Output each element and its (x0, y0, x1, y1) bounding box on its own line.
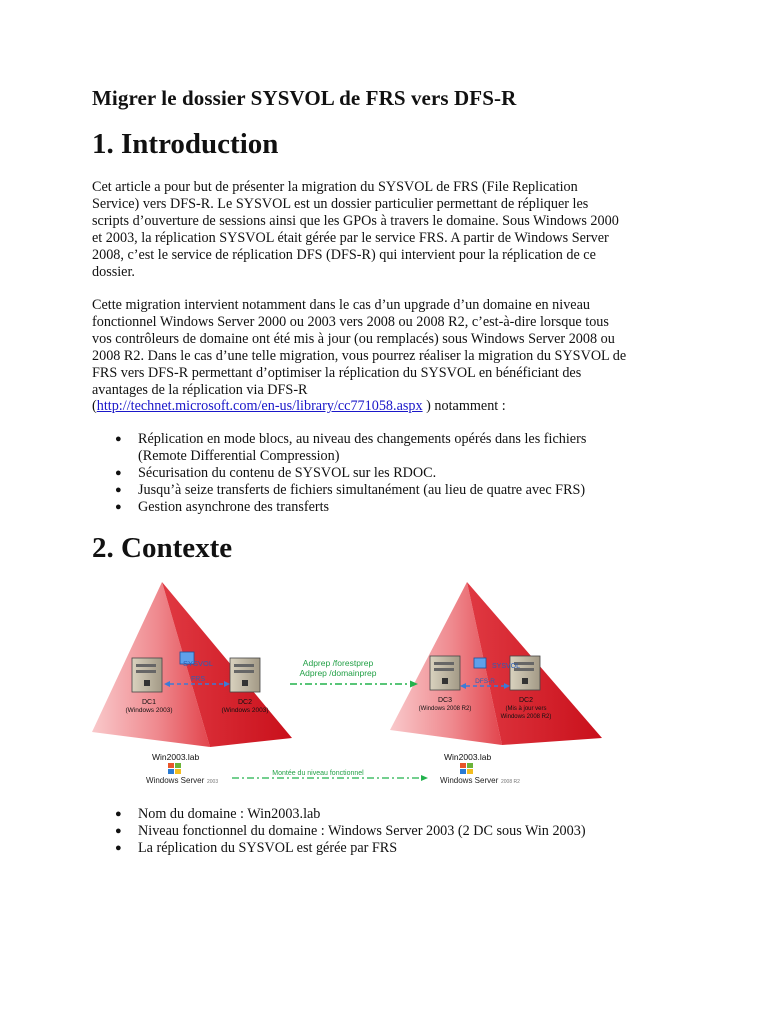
intro-paragraph-1 (92, 179, 682, 280)
dc-os: (Windows 2003) (125, 707, 173, 714)
adprep-forestprep-label: Adprep /forestprep (302, 658, 374, 668)
dc-os: Windows 2008 R2) (500, 714, 552, 720)
text-line: Cette migration intervient notamment dans le cas d’un upgrade d’un domaine en niveau (92, 297, 590, 313)
text-line: avantages de la réplication via DFS-R (92, 381, 308, 398)
frs-label: FRS (191, 676, 205, 683)
intro-paragraph-2 (92, 297, 682, 415)
link-prefix: ( (92, 398, 97, 415)
text-line: vos contrôleurs de domaine ont été mis à jour (ou remplacés) sous Windows Server 2008 ou (92, 330, 615, 347)
migration-diagram (92, 580, 604, 790)
windows-logo-icon (168, 763, 181, 774)
server-icon (230, 658, 260, 692)
text-line: fonctionnel Windows Server 2000 ou 2003 vers 2008 ou 2008 R2, c’est-à-dire lorsque tous (92, 313, 609, 330)
link-suffix: ) notamment : (422, 398, 506, 415)
server-icon (132, 658, 162, 692)
windows-server-brand: Windows Server (440, 776, 499, 785)
text-line: FRS vers DFS-R permettant d’optimiser la réplication du SYSVOL en bénéficiant des (92, 364, 582, 381)
text-line: dossier. (92, 263, 135, 280)
bullet-icon: ● (115, 824, 122, 837)
list-item: ● Sécurisation du contenu de SYSVOL sur les RDOC. (115, 464, 437, 481)
domain-label-left: Win2003.lab (152, 752, 200, 762)
text-line: Service) vers DFS-R. Le SYSVOL est un dossier particulier permettant de répliquer les (92, 195, 589, 212)
functional-level-label: Montée du niveau fonctionnel (272, 770, 364, 777)
windows-logo-icon (460, 763, 473, 774)
heading-contexte: 2. Contexte (92, 532, 233, 564)
bullet-icon: ● (115, 808, 122, 820)
text-line: Cet article a pour but de présenter la migration du SYSVOL de FRS (File Replication (92, 179, 578, 195)
technet-link[interactable]: http://technet.microsoft.com/en-us/library/cc771058.aspx (96, 398, 423, 415)
dc-os: (Windows 2008 R2) (418, 706, 472, 712)
document-title: Migrer le dossier SYSVOL de FRS vers DFS-R (92, 86, 517, 110)
list-item: ● La réplication du SYSVOL est gérée par FRS (115, 839, 398, 856)
text-line: 2008 R2. Dans le cas d’une telle migration, vous pourrez réaliser la migration du SYSVOL de (92, 347, 627, 364)
adprep-domainprep-label: Adprep /domainprep (299, 668, 377, 678)
dc-os: (Mis à jour vers (505, 706, 547, 712)
dc-name: DC3 (437, 697, 453, 704)
dfsr-label: DFS-R (475, 678, 495, 685)
link-line (92, 398, 682, 415)
bullet-icon: ● (115, 466, 122, 479)
text-line: et 2003, la réplication SYSVOL était gérée par le service FRS. A partir de Windows Server (92, 229, 609, 246)
bullet-icon: ● (115, 433, 122, 445)
heading-introduction: 1. Introduction (92, 128, 279, 160)
server-icon (430, 656, 460, 690)
server-icon (510, 656, 540, 690)
bullet-icon: ● (115, 483, 122, 496)
list-item: ● Réplication en mode blocs, au niveau des changements opérés dans les fichiers (Remote Differential Compression) (115, 431, 587, 464)
brand-version: 2008 R2 (501, 779, 520, 785)
brand-version: 2003 (207, 779, 219, 785)
dc-os: (Windows 2003) (221, 707, 269, 714)
dc-name: DC2 (237, 699, 253, 706)
diagram-svg (92, 580, 604, 790)
bullet-icon: ● (115, 500, 122, 513)
windows-server-brand: Windows Server (146, 776, 205, 785)
dc-name: DC2 (518, 697, 534, 704)
sysvol-label: SYSVOL (492, 663, 521, 670)
text-line: scripts d’ouverture de sessions ainsi que les GPOs à travers le domaine. Sous Windows 2000 (92, 212, 619, 229)
list-item: ● Nom du domaine : Win2003.lab (115, 806, 321, 822)
folder-icon (474, 658, 486, 668)
bullet-icon: ● (115, 841, 122, 854)
text-line: 2008, c’est le service de réplication DFS (DFS-R) qui intervient pour la réplication de ce (92, 246, 596, 263)
list-item: ● Niveau fonctionnel du domaine : Windows Server 2003 (2 DC sous Win 2003) (115, 822, 586, 839)
list-item: ● Jusqu’à seize transferts de fichiers simultanément (au lieu de quatre avec FRS) (115, 481, 586, 498)
benefits-list (92, 431, 692, 516)
dc-name: DC1 (141, 699, 157, 706)
list-item: ● Gestion asynchrone des transferts (115, 498, 330, 515)
context-list (92, 806, 692, 857)
sysvol-label: SYSVOL (182, 659, 214, 668)
domain-label-right: Win2003.lab (444, 752, 492, 762)
